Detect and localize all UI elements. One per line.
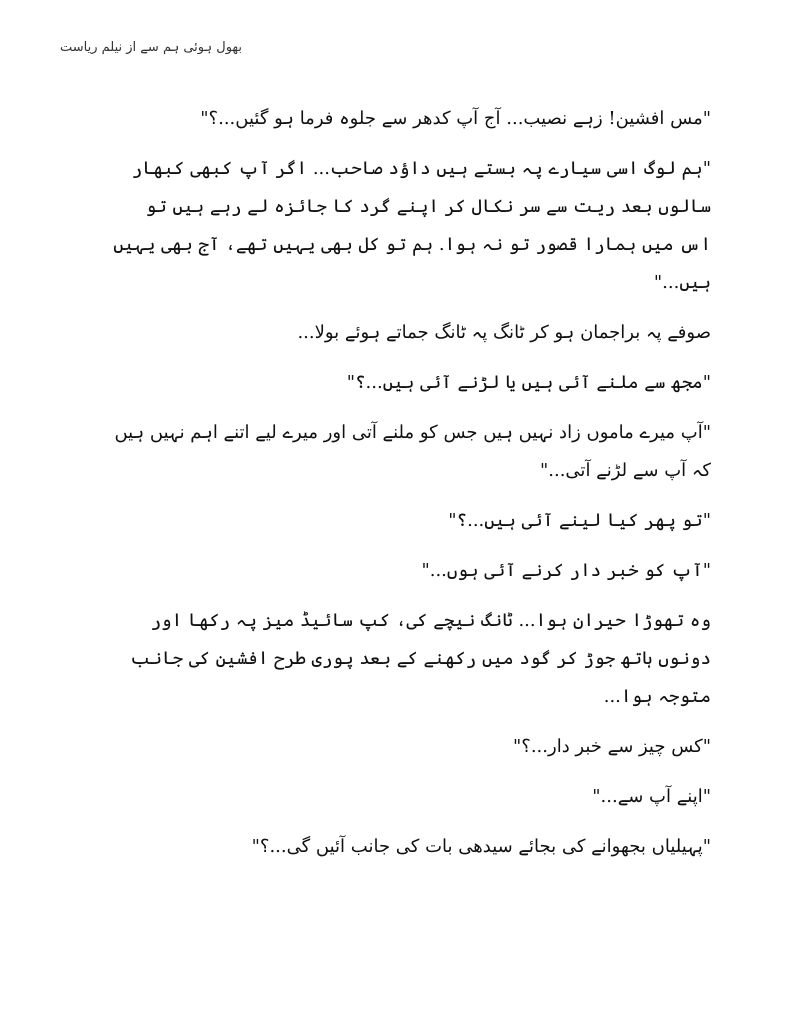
paragraph: "آپ میرے ماموں زاد نہیں ہیں جس کو ملنے آتی اور میرے لیے اتنے اہم نہیں ہیں کہ آپ سے لڑنے آتی...": [114, 422, 711, 481]
paragraph: "پہیلیاں بجھوانے کی بجائے سیدھی بات کی جانب آئیں گی...؟": [251, 836, 711, 857]
paragraph: "اپنے آپ سے...": [592, 786, 711, 807]
paragraph: "ہم لوگ اسی سیارے پہ بستے ہیں داؤد صاحب... اگر آپ کبھی کبھار سالوں بعد ریت سے سر نکال کر اپنے گرد کا جائزہ لے رہے ہیں تو اس میں ہمارا قصور تو نہ ہوا. ہم تو کل بھی یہیں تھے، آج بھی یہیں ہیں...": [113, 158, 711, 293]
paragraph: "مجھ سے ملنے آئی ہیں یا لڑنے آئی ہیں...؟": [346, 372, 711, 393]
paragraph: "آپ کو خبر دار کرنے آئی ہوں...": [421, 560, 711, 581]
paragraph: وہ تھوڑا حیران ہوا... ٹانگ نیچے کی، کپ سائیڈ میز پہ رکھا اور دونوں ہاتھ جوڑ کر گود میں رکھنے کے بعد پوری طرح افشین کی جانب متوجہ ہوا...: [130, 610, 711, 707]
document-body: [110, 100, 711, 878]
running-header: بھول ہوئی ہم سے از نیلم ریاست: [60, 40, 243, 55]
paragraph: "تو پھر کیا لینے آئی ہیں...؟": [448, 510, 711, 531]
paragraph: "کس چیز سے خبر دار...؟": [513, 736, 711, 757]
paragraph: "مس افشین! زہے نصیب... آج آپ کدھر سے جلوہ فرما ہو گئیں...؟": [200, 108, 711, 129]
paragraph: صوفے پہ براجمان ہو کر ٹانگ پہ ٹانگ جماتے ہوئے بولا...: [297, 322, 711, 343]
